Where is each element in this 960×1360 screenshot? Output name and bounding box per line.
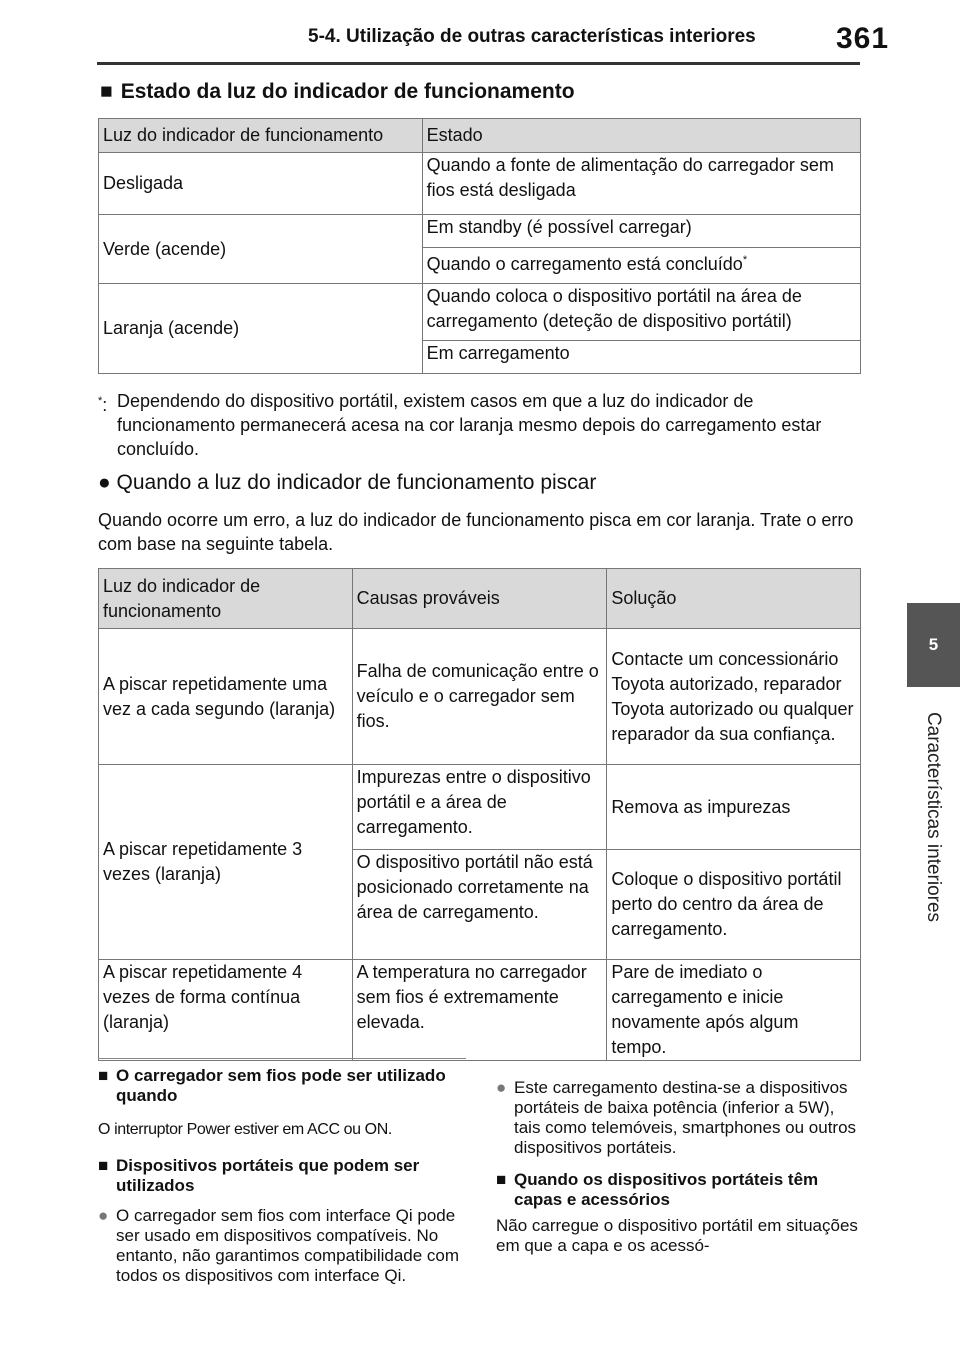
table-cell: Desligada	[99, 153, 423, 215]
section-title	[100, 80, 575, 104]
note-text: O interruptor Power estiver em ACC ou ON.	[98, 1121, 392, 1138]
table-cell: Contacte um concessionário Toyota autorizado, reparador Toyota autorizado ou qualquer reparador da sua confiança.	[607, 629, 861, 765]
section-title-text: Estado da luz do indicador de funcionamento	[120, 80, 575, 103]
state-text: Quando o carregamento está concluído	[426, 254, 743, 274]
note-heading-text: Dispositivos portáteis que podem ser utilizados	[116, 1156, 420, 1195]
list-item	[496, 1078, 860, 1158]
footnote-ref: *	[742, 254, 748, 266]
table-cell: Verde (acende)	[99, 215, 423, 284]
table-cell: Em standby (é possível carregar)	[422, 215, 860, 248]
list-item-text: O carregador sem fios com interface Qi pode ser usado em dispositivos compatíveis. No entanto, não garantimos compatibilidade com todos os dispositivos com interface Qi.	[116, 1206, 460, 1285]
table-header: Estado	[422, 119, 860, 153]
square-bullet-icon: ■	[98, 1156, 109, 1175]
notes-right-column	[496, 1050, 860, 1256]
note-heading	[98, 1156, 466, 1196]
table-row	[99, 215, 861, 248]
header-rule	[97, 62, 860, 65]
footnote-mark	[98, 389, 107, 417]
page-number: 361	[836, 22, 890, 55]
table-row	[99, 629, 861, 765]
note-heading-text: O carregador sem fios pode ser utilizado quando	[116, 1066, 446, 1105]
notes-left-column	[98, 1066, 466, 1286]
note-heading	[496, 1170, 860, 1210]
list-item	[98, 1206, 466, 1286]
continued-text	[496, 1050, 860, 1070]
table-header: Solução	[607, 569, 861, 629]
table-row	[99, 153, 861, 215]
table-header: Luz do indicador de funcionamento	[99, 569, 353, 629]
blink-paragraph: Quando ocorre um erro, a luz do indicador de funcionamento pisca em cor laranja. Trate o erro com base na seguinte tabela.	[98, 510, 854, 554]
note-text: Não carregue o dispositivo portátil em situações em que a capa e os acessó-	[496, 1216, 858, 1255]
table-cell: A temperatura no carregador sem fios é extremamente elevada.	[352, 960, 607, 1061]
footnote-text: Dependendo do dispositivo portátil, existem casos em que a luz do indicador de funcionamento permanecerá acesa na cor laranja mesmo depois do carregamento estar concluído.	[117, 391, 822, 459]
table-cell: O dispositivo portátil não está posicionado corretamente na área de carregamento.	[352, 850, 607, 960]
table-cell: A piscar repetidamente 4 vezes de forma contínua (laranja)	[99, 960, 353, 1061]
table-cell: Laranja (acende)	[99, 284, 423, 374]
chapter-label: Características interiores	[923, 711, 944, 923]
table-cell: Coloque o dispositivo portátil perto do centro da área de carregamento.	[607, 850, 861, 960]
table-cell: Falha de comunicação entre o veículo e o carregador sem fios.	[352, 629, 607, 765]
square-bullet-icon: ■	[100, 80, 113, 103]
note-heading	[98, 1066, 466, 1106]
table-cell: Quando coloca o dispositivo portátil na área de carregamento (deteção de dispositivo portátil)	[422, 284, 860, 341]
dot-bullet-icon: ●	[98, 471, 111, 494]
table-cell: A piscar repetidamente uma vez a cada segundo (laranja)	[99, 629, 353, 765]
list-item-text: Este carregamento destina-se a dispositivos portáteis de baixa potência (inferior a 5W), tais como telemóveis, smartphones ou outros dispositivos portáteis.	[514, 1078, 857, 1157]
table-cell	[422, 248, 860, 284]
table-cell: Remova as impurezas	[607, 765, 861, 850]
table-cell: Quando a fonte de alimentação do carregador sem fios está desligada	[422, 153, 860, 215]
table-cell: A piscar repetidamente 3 vezes (laranja)	[99, 765, 353, 960]
blink-heading	[98, 471, 596, 495]
table-row	[99, 960, 861, 1061]
table-header: Luz do indicador de funcionamento	[99, 119, 423, 153]
note-heading-text: Quando os dispositivos portáteis têm capas e acessórios	[514, 1170, 819, 1209]
table-cell: Em carregamento	[422, 341, 860, 374]
asterisk: *	[98, 395, 103, 407]
dot-bullet-icon: ●	[496, 1078, 507, 1097]
table-cell: Impurezas entre o dispositivo portátil e a área de carregamento.	[352, 765, 607, 850]
troubleshooting-table	[98, 568, 861, 1061]
table-header: Causas prováveis	[352, 569, 607, 629]
table-cell: Pare de imediato o carregamento e inicie novamente após algum tempo.	[607, 960, 861, 1061]
table-row	[99, 765, 861, 850]
square-bullet-icon: ■	[98, 1066, 109, 1085]
blink-heading-text: Quando a luz do indicador de funcionamento piscar	[116, 471, 597, 494]
running-header: 5-4. Utilização de outras características interiores	[308, 26, 756, 47]
indicator-status-table	[98, 118, 861, 374]
notes-rule	[98, 1058, 466, 1059]
dot-bullet-icon: ●	[98, 1206, 109, 1225]
square-bullet-icon: ■	[496, 1170, 507, 1189]
table-row	[99, 284, 861, 341]
footnote	[98, 389, 858, 461]
colon: :	[102, 395, 108, 415]
chapter-tab[interactable]: 5	[907, 603, 960, 687]
